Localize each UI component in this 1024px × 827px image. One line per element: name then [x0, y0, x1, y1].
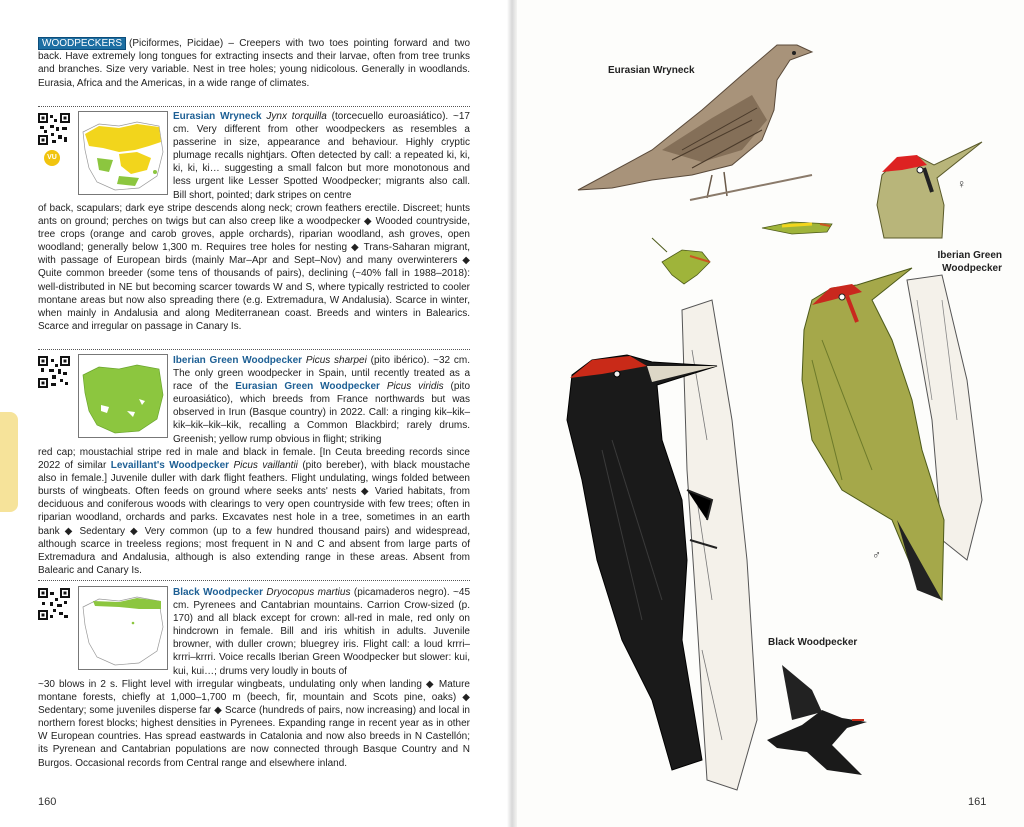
- species-name: Eurasian Wryneck: [173, 111, 262, 122]
- section-thumb-tab: [0, 412, 18, 512]
- species-description-part: (pito ibérico). ~32 cm. The only green woodpecker in Spain, until recently treated as a race of the: [173, 355, 470, 393]
- scientific-name: Picus viridis: [386, 381, 444, 393]
- page-number: 160: [38, 796, 57, 808]
- female-symbol-icon: ♀: [957, 177, 966, 191]
- separator: [38, 580, 470, 581]
- flying-green-woodpecker-illustration: [652, 222, 832, 284]
- species-description-top: (picamaderos negro). ~45 cm. Pyrenees and Cantabrian mountains. Carrion Crow-sized (p. 170) and all black except for crown: all-red in male, red only on hindcrown in female. Bill and iris whitish in adults. Juvenile browner, with duller crown; bluegrey iris. Flight call: a loud krrri–krrri–krrri. Voice recalls Iberian Green Woodpecker but slower: kui, kui, kui…; drums very loudly in bouts of: [173, 587, 471, 677]
- range-map: [78, 354, 168, 438]
- family-tag: WOODPECKERS: [38, 37, 126, 50]
- illustration-label-black-woodpecker: Black Woodpecker: [768, 637, 858, 648]
- species-description-part: (pito euroasiático), which breeds from France northwards but was observed in Irun (Basque country) in 2022. Call: a ringing kik–kik–kik–kik–kik–kik, recalling a Common Blackbird; rarely drums. Greenish; yellow rump obvious in flight; striking: [173, 381, 470, 445]
- qr-code: [38, 356, 70, 388]
- illustration-label-eurasian-wryneck: Eurasian Wryneck: [608, 65, 695, 76]
- bird-illustrations: [512, 0, 1024, 827]
- scientific-name: Picus vaillantii: [233, 460, 298, 472]
- separator: [38, 349, 470, 350]
- qr-code: [38, 113, 70, 145]
- range-map: [78, 586, 168, 670]
- book-gutter: [507, 0, 517, 827]
- species-name: Black Woodpecker: [173, 587, 263, 598]
- species-description: [38, 446, 470, 577]
- male-symbol-icon: ♂: [872, 548, 881, 562]
- family-intro: [38, 37, 470, 90]
- related-species-name: Levaillant's Woodpecker: [110, 460, 230, 472]
- illustration-label-iberian-green-woodpecker: Iberian Green Woodpecker: [937, 250, 1002, 274]
- species-description: ~30 blows in 2 s. Flight level with irregular wingbeats, undulating only when landing ◆ Mature montane forests, chiefly at 1,000–1,700 m (beech, fir, mountain and Scots pine, oaks) ◆ Sedentary; some juveniles disperse far ◆ Scarce (hundreds of pairs, now increasing) and local in northern forest blocks; highest densities in Pyrenees. Expanding range in recent year as in other W European countries. Has spread eastwards in Catalonia and now also breeds in N Castellón; its Pyrenean and Cantabrian populations are now connected through Basque Country and N Burgos. Occasional records from Central range and elsewhere inland.: [38, 679, 470, 769]
- scientific-name: Picus sharpei: [305, 355, 367, 366]
- range-map: [78, 111, 168, 195]
- scientific-name: Dryocopus martius: [266, 587, 351, 598]
- black-woodpecker-flying-illustration: [767, 665, 867, 775]
- species-description-top: (torcecuello euroasiático). ~17 cm. Very different from other woodpeckers as resembles a passerine in size, appearance and behaviour. Highly cryptic plumage recalls nightjars. Often detected by call: a repeated ki, ki, ki, ki, ki… suggesting a small falcon but more monotonous and less urgent like Lesser Spotted Woodpecker; migrants also call. Bill short, pointed; dark stripes on centre: [173, 111, 470, 201]
- species-entry-black-woodpecker: [173, 586, 470, 678]
- species-entry-eurasian-wryneck: [173, 110, 470, 202]
- scientific-name: Jynx torquilla: [266, 111, 327, 122]
- family-intro-text: (Piciformes, Picidae) – Creepers with two toes pointing forward and two back. Have extremely long tongues for extracting insects and their larvae, often from tree trunks and branches. Size very variable. Nest in tree holes; young nidicolous. Generally in woodlands. Eurasia, Africa and the Americas, in a wide range of climates.: [38, 38, 470, 89]
- qr-code: [38, 588, 70, 620]
- related-species-name: Eurasian Green Woodpecker: [235, 381, 380, 393]
- vulnerable-status-badge: VU: [44, 150, 60, 166]
- separator: [38, 106, 470, 107]
- species-entry-iberian-green-woodpecker: [173, 354, 470, 446]
- species-description-part: red cap; moustachial stripe red in male and black in female. [In Ceuta breeding records since 2022 of similar: [38, 447, 470, 472]
- species-name: Iberian Green Woodpecker: [173, 355, 303, 366]
- right-page: [512, 0, 1024, 827]
- iberian-green-woodpecker-female-head-illustration: [877, 142, 982, 238]
- species-description-part: (pito bereber), with black moustache also in female.] Juvenile duller with dark flight feathers. Flight undulating, wings folded between bursts of wingbeats. Often feeds on ground where seeks ants' nests ◆ Varied habitats, from deciduous and coniferous woods with clearings to very open countryside with few trees; often in riparian woodland, orchards and parks. Excavates nest hole in a tree, sometimes in an earth bank ◆ Sedentary ◆ Very common (up to a few hundred thousand pairs) and widespread, although scarce in treeless regions; most frequent in N and C and absent from large parts of Extremadura and Andalusia, although is also extending range in these areas. Absent from Balearic and Canary Is.: [38, 460, 471, 576]
- species-description: of back, scapulars; dark eye stripe descends along neck; crown feathers erectile. Discreet; hunts ants on ground; perches on twigs but can also creep like a woodpecker ◆ Wooded countryside, tree crops (orange and carob groves, apple orchards), riparian woodland, ash groves, open woodland; generally below 1,300 m. Requires tree holes for nesting ◆ Trans-Saharan migrant, with passage of European birds (mainly Mar–Apr and Sept–Nov) and many overwinterers ◆ Quite common breeder (some tens of thousands of pairs), declining (~40% fall in 1988–2018): well-distributed in NE but becoming scarcer towards W and S, where typically restricted to cooler montane areas but now also spreading there (e.g. Extremadura, W Andalusia). Scarce in winter, when mainly in Andalusia and along Mediterranean coast. Breeds and winters in Balearics. Scarce and irregular on passage in Canary Is.: [38, 203, 470, 332]
- page-number: 161: [968, 796, 987, 808]
